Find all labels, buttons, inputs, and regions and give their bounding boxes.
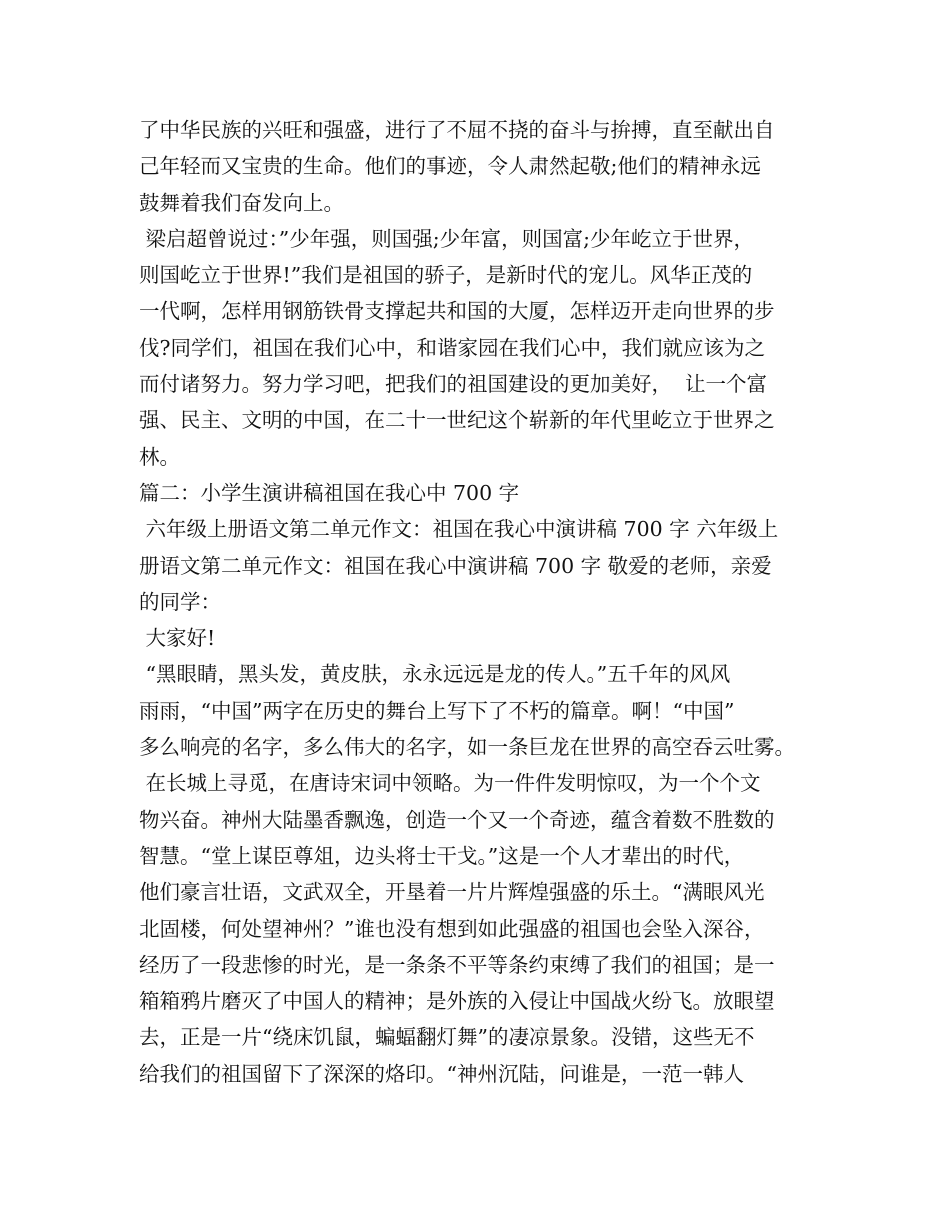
text-line: 六年级上册语文第二单元作文：祖国在我心中演讲稿 700 字 六年级上 <box>139 517 779 542</box>
text-line: 了中华民族的兴旺和强盛，进行了不屈不挠的奋斗与拚搏，直至献出自 <box>139 118 775 142</box>
text-line: 北固楼，何处望神州？”谁也没有想到如此强盛的祖国也会坠入深谷， <box>139 916 765 941</box>
text-line: 智慧。“堂上谋臣尊俎，边头将士干戈。”这是一个人才辈出的时代， <box>139 843 745 868</box>
text-line: 去，正是一片“绕床饥鼠，蝙蝠翻灯舞”的凄凉景象。没错，这些无不 <box>139 1025 755 1050</box>
text-line: 而付诸努力。努力学习吧，把我们的祖国建设的更加美好， 让一个富 <box>139 372 768 397</box>
text-line: 经历了一段悲惨的时光，是一条条不平等条约束缚了我们的祖国；是一 <box>139 952 775 977</box>
text-line: 强、民主、文明的中国，在二十一世纪这个崭新的年代里屹立于世界之 <box>139 408 775 433</box>
text-line: 他们豪言壮语，文武双全，开垦着一片片辉煌强盛的乐土。“满眼风光 <box>139 880 765 905</box>
text-line: 一代啊，怎样用钢筋铁骨支撑起共和国的大厦，怎样迈开走向世界的步 <box>139 299 775 324</box>
text-line: 鼓舞着我们奋发向上。 <box>139 190 344 215</box>
text-line: 伐?同学们，祖国在我们心中，和谐家园在我们心中，我们就应该为之 <box>139 335 765 360</box>
text-line: 在长城上寻觅，在唐诗宋词中领略。为一件件发明惊叹，为一个个文 <box>139 771 761 796</box>
text-line: 则国屹立于世界!”我们是祖国的骄子，是新时代的宠儿。风华正茂的 <box>139 263 753 288</box>
text-line: 箱箱鸦片磨灭了中国人的精神；是外族的入侵让中国战火纷飞。放眼望 <box>139 989 775 1014</box>
text-line: 物兴奋。神州大陆墨香飘逸，创造一个又一个奇迹，蕴含着数不胜数的 <box>139 807 775 832</box>
document-body <box>139 112 819 1092</box>
text-line: 雨雨，“中国”两字在历史的舞台上写下了不朽的篇章。啊！“中国” <box>139 698 735 723</box>
section-heading: 篇二：小学生演讲稿祖国在我心中 700 字 <box>139 480 520 505</box>
text-line: 大家好! <box>139 626 216 651</box>
text-line: 林。 <box>139 444 180 469</box>
text-line: “黑眼睛，黑头发，黄皮肤，永永远远是龙的传人。”五千年的风风 <box>139 662 731 687</box>
text-line: 册语文第二单元作文：祖国在我心中演讲稿 700 字 敬爱的老师，亲爱 <box>139 553 772 578</box>
text-line: 梁启超曾说过：”少年强，则国强;少年富，则国富;少年屹立于世界， <box>139 226 755 251</box>
text-line: 己年轻而又宝贵的生命。他们的事迹，令人肃然起敬;他们的精神永远 <box>139 154 761 179</box>
text-line: 的同学： <box>139 589 221 614</box>
text-line: 多么响亮的名字，多么伟大的名字，如一条巨龙在世界的高空吞云吐雾。 <box>139 735 795 760</box>
text-line: 给我们的祖国留下了深深的烙印。“神州沉陆，问谁是，一范一韩人 <box>139 1061 744 1086</box>
